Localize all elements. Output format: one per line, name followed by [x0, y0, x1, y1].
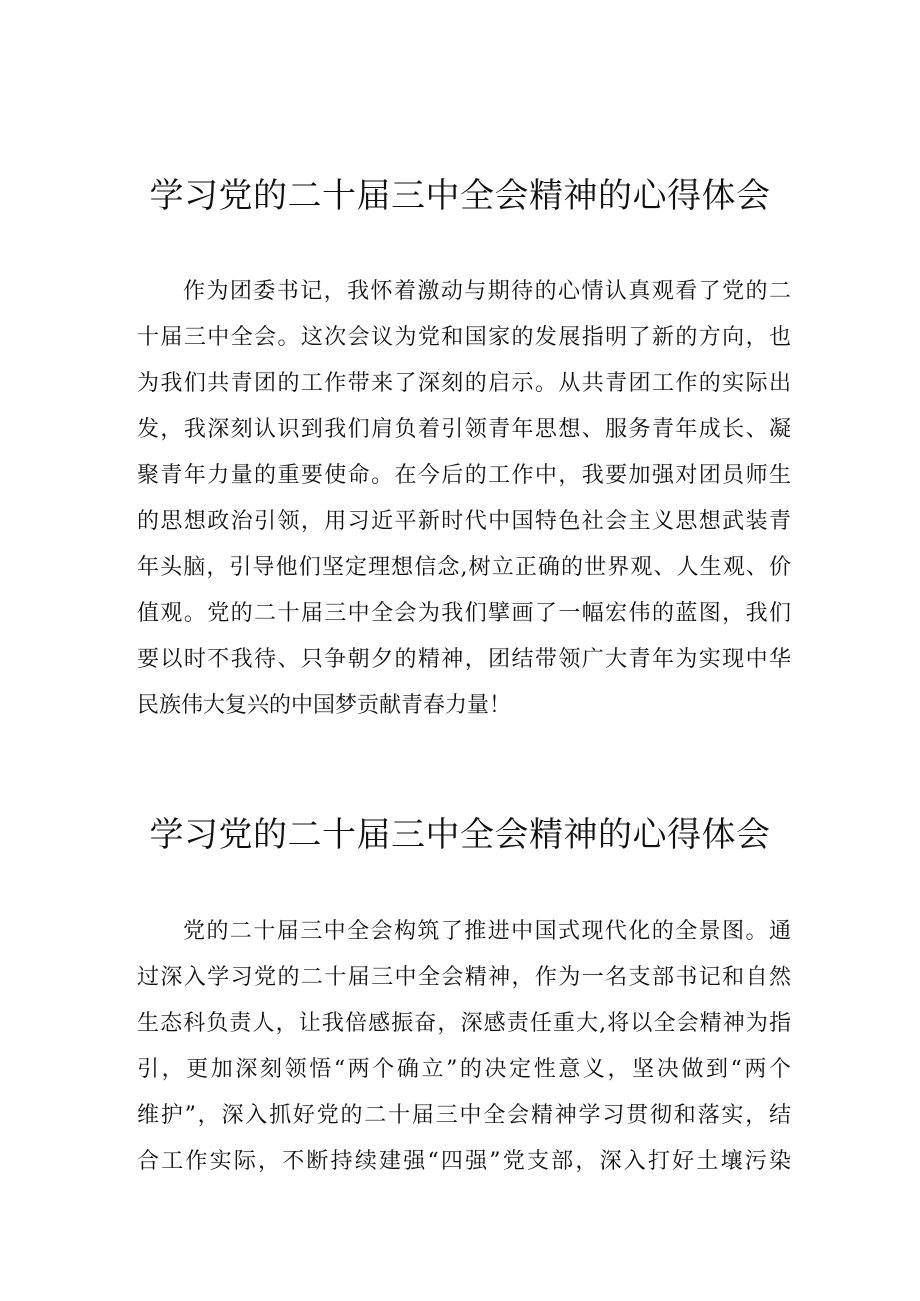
section-2-line: 过深入学习党的二十届三中全会精神，作为一名支部书记和自然 — [137, 965, 791, 990]
section-2-body — [137, 909, 791, 1185]
section-2-title: 学习党的二十届三中全会精神的心得体会 — [149, 815, 771, 855]
section-2-line: 引，更加深刻领悟“两个确立”的决定性意义，坚决做到“两个 — [137, 1057, 791, 1082]
section-1-line: 年头脑，引导他们坚定理想信念,树立正确的世界观、人生观、价 — [137, 555, 791, 580]
section-1-line: 聚青年力量的重要使命。在今后的工作中，我要加强对团员师生 — [137, 463, 791, 488]
section-1-line: 要以时不我待、只争朝夕的精神，团结带领广大青年为实现中华 — [137, 647, 791, 672]
section-1-line: 民族伟大复兴的中国梦贡献青春力量！ — [137, 693, 512, 718]
section-1-line: 十届三中全会。这次会议为党和国家的发展指明了新的方向，也 — [137, 325, 791, 350]
section-2-line: 合工作实际，不断持续建强“四强”党支部，深入打好土壤污染 — [137, 1149, 791, 1174]
section-2-line: 党的二十届三中全会构筑了推进中国式现代化的全景图。通 — [183, 919, 791, 944]
section-1-line: 值观。党的二十届三中全会为我们擘画了一幅宏伟的蓝图，我们 — [137, 601, 791, 626]
section-1-line: 的思想政治引领，用习近平新时代中国特色社会主义思想武装青 — [137, 509, 791, 534]
section-1-body — [137, 269, 791, 729]
section-2-line: 维护”，深入抓好党的二十届三中全会精神学习贯彻和落实，结 — [137, 1103, 791, 1128]
section-1-title: 学习党的二十届三中全会精神的心得体会 — [149, 176, 771, 216]
section-1-line: 作为团委书记，我怀着激动与期待的心情认真观看了党的二 — [183, 279, 791, 304]
section-2-line: 生态科负责人，让我倍感振奋，深感责任重大,将以全会精神为指 — [137, 1011, 791, 1036]
section-1-line: 为我们共青团的工作带来了深刻的启示。从共青团工作的实际出 — [137, 371, 791, 396]
section-1-line: 发，我深刻认识到我们肩负着引领青年思想、服务青年成长、凝 — [137, 417, 791, 442]
